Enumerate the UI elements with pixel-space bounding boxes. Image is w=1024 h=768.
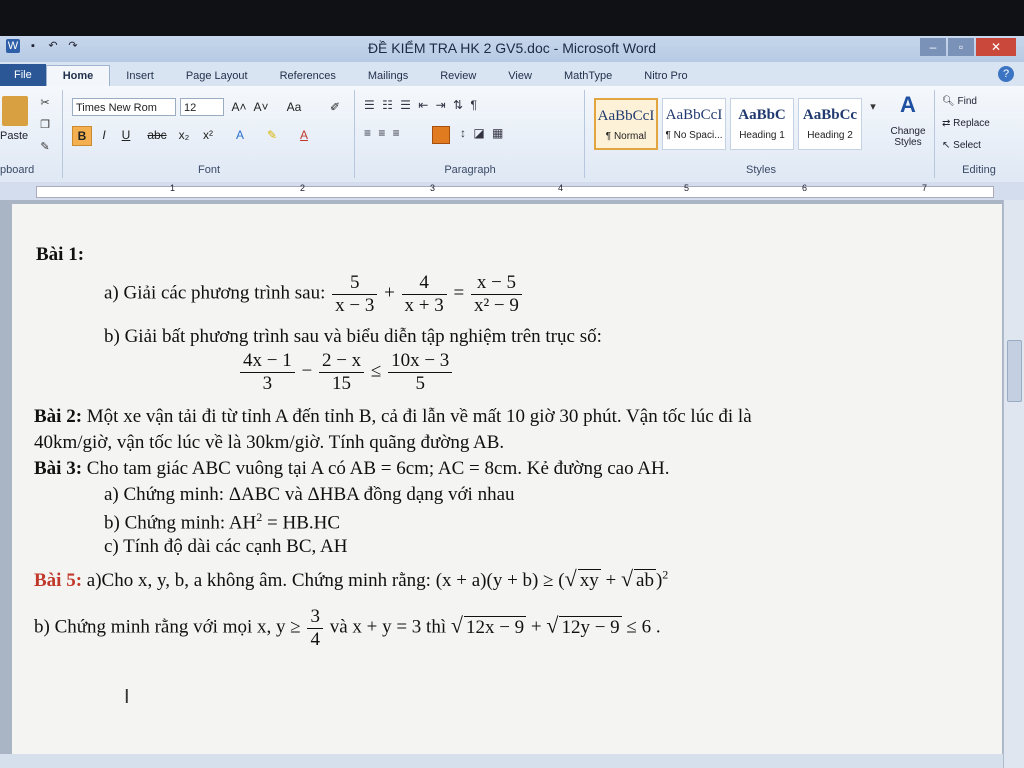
bai3-line: Bài 3: Cho tam giác ABC vuông tại A có AB = 6cm; AC = 8cm. Kẻ đường cao AH. [34,458,670,479]
ruler-number: 2 [300,183,306,193]
change-styles-icon[interactable]: A [900,92,916,117]
select-button[interactable]: ↖ Select [942,140,981,151]
bold-icon[interactable]: B [72,126,92,146]
bai3-a: a) Chứng minh: ΔABC và ΔHBA đồng dạng với nhau [104,484,515,505]
cut-icon[interactable]: ✂ [40,97,50,109]
bai5-b-fraction: $\frac{3}{4}$ [307,606,323,651]
editing-group [936,90,1022,178]
monitor-bezel [0,0,1024,36]
shrink-font-icon[interactable]: A˅ [253,100,269,114]
font-size-select[interactable]: 12 [180,98,224,116]
tab-home[interactable]: Home [46,65,111,86]
tab-page-layout[interactable]: Page Layout [185,70,248,82]
font-name-select[interactable]: Times New Rom [72,98,176,116]
format-painter-icon[interactable]: ✎ [40,141,50,153]
bai5-a: Bài 5: a)Cho x, y, b, a không âm. Chứng minh rằng: (x + a)(y + b) ≥ (√ xy + √ ab )$^2$ [34,566,669,591]
window-title: ĐỀ KIỂM TRA HK 2 GV5.doc - Microsoft Word [367,40,657,56]
italic-icon[interactable]: I [102,128,106,142]
bai2-line-1: Bài 2: Một xe vận tải đi từ tỉnh A đến tỉnh B, cả đi lẫn về mất 10 giờ 30 phút. Vận tốc lúc đi là [34,406,752,427]
style-heading-1[interactable]: AaBbC Heading 1 [730,98,794,150]
styles-group [588,90,935,178]
list-buttons[interactable]: ☰ ☷ ☰ ⇤ ⇥ ⇅ ¶ [364,98,479,112]
sqrt-icon: √ [546,612,559,638]
font-group-label: Font [197,164,220,176]
tab-file[interactable]: File [0,64,46,86]
paragraph-group [356,90,585,178]
clipboard-group [0,90,63,178]
title-bar [0,36,1024,62]
justify-icon[interactable] [432,126,450,144]
text-effects-icon[interactable]: A [235,128,244,142]
editing-group-label: Editing [962,164,996,176]
bai1-a: a) Giải các phương trình sau: $\frac{5}{x - 3}$ + $\frac{4}{x + 3}$ = $\frac{x - 5}{\text{x² − 9}}$ [104,272,524,317]
text-cursor-icon: I [124,686,130,708]
spacing-shading-borders[interactable]: ↕ ◪ ▦ [460,126,506,140]
ruler-number: 3 [430,183,436,193]
superscript-icon[interactable]: x² [203,128,213,142]
find-button[interactable]: 🔍︎ Find [942,96,977,107]
sqrt-icon: √ [450,612,463,638]
tab-mailings[interactable]: Mailings [367,70,409,82]
bai2-line-2: 40km/giờ, vận tốc lúc về là 30km/giờ. Tính quãng đường AB. [34,432,505,453]
close-icon[interactable]: ✕ [976,38,1016,56]
horizontal-ruler[interactable] [0,182,1024,200]
save-icon[interactable]: ▪ [31,40,35,52]
alignment-buttons[interactable]: ≡ ≡ ≡ [364,126,402,140]
grow-font-icon[interactable]: A˄ [231,100,247,114]
bai1-a-fraction-3: $\frac{x - 5}{\text{x² − 9}}$ [471,272,522,317]
change-case-icon[interactable]: Aa [286,100,302,114]
tab-review[interactable]: Review [440,70,477,82]
replace-button[interactable]: ⇄ Replace [942,118,990,129]
window-controls [920,38,1016,56]
bai3-b: b) Chứng minh: $AH^2 = HB.HC$ [104,510,341,534]
sqrt-icon: √ [620,566,634,591]
help-icon[interactable]: ? [998,66,1014,82]
clear-formatting-icon[interactable]: ✐ [329,100,341,114]
highlight-icon[interactable]: ✎ [266,128,278,142]
maximize-icon[interactable]: ▫ [948,38,974,56]
vertical-scrollbar[interactable] [1003,200,1024,768]
styles-group-label: Styles [746,164,776,176]
bai1-b-fraction-2: $\frac{2 - x}{15}$ [319,350,364,395]
ruler-number: 1 [170,183,176,193]
horizontal-scrollbar[interactable] [0,754,1004,768]
font-group [64,90,355,178]
ruler-number: 7 [922,183,928,193]
ruler-number: 4 [558,183,564,193]
bai1-b: b) Giải bất phương trình sau và biểu diễn tập nghiệm trên trục số: [104,326,602,347]
scrollbar-thumb[interactable] [1007,340,1022,402]
ruler-number: 5 [684,183,690,193]
ribbon-tabs [0,62,1024,86]
strikethrough-icon[interactable]: abc [147,128,167,142]
tab-nitro-pro[interactable]: Nitro Pro [644,70,688,82]
bai1-a-fraction-1: $\frac{5}{x - 3}$ [332,272,377,317]
tab-view[interactable]: View [508,70,532,82]
tab-references[interactable]: References [279,70,336,82]
bai1-b-inequality: $\frac{4x - 1}{3}$ − $\frac{2 - x}{15}$ ≤ $\frac{10x - 3}{5}$ [238,350,454,395]
document-area [0,200,1004,768]
bai5-b: b) Chứng minh rằng với mọi x, y ≥ $\frac{3}{4}$ và x + y = 3 thì √ 12x − 9 + √ 12y − 9 ≤ 6 . [34,606,661,650]
tab-insert[interactable]: Insert [126,70,154,82]
ribbon-home [0,86,1024,183]
bai1-a-fraction-2: $\frac{4}{x + 3}$ [402,272,447,317]
paragraph-group-label: Paragraph [444,164,496,176]
change-styles-button[interactable]: Change Styles [890,126,926,148]
paste-icon[interactable] [2,96,28,126]
ruler-track [36,186,994,198]
word-window [0,36,1024,768]
style-heading-2[interactable]: AaBbCc Heading 2 [798,98,862,150]
copy-icon[interactable]: ❐ [40,119,50,131]
paste-button[interactable]: Paste [0,130,29,142]
sqrt-icon: √ [564,566,577,591]
subscript-icon[interactable]: x₂ [178,128,190,142]
underline-icon[interactable]: U [121,128,131,142]
minimize-icon[interactable]: – [920,38,946,56]
font-color-icon[interactable]: A [299,128,308,142]
bai1-b-fraction-1: $\frac{4x - 1}{3}$ [240,350,295,395]
styles-more-icon[interactable]: ▾ [870,101,876,113]
style-normal[interactable]: AaBbCcI ¶ Normal [594,98,658,150]
ruler-number: 6 [802,183,808,193]
clipboard-group-label: pboard [0,164,35,176]
bai1-heading: Bài 1: [36,244,85,265]
redo-icon[interactable]: ↷ [68,40,78,52]
bai1-b-fraction-3: $\frac{10x - 3}{5}$ [388,350,452,395]
document-page[interactable] [12,204,1002,768]
undo-icon[interactable]: ↶ [48,40,58,52]
word-logo-icon: W [7,40,19,52]
style-no-spacing[interactable]: AaBbCcI ¶ No Spaci... [662,98,726,150]
tab-mathtype[interactable]: MathType [563,70,613,82]
bai3-c: c) Tính độ dài các cạnh BC, AH [104,536,348,557]
